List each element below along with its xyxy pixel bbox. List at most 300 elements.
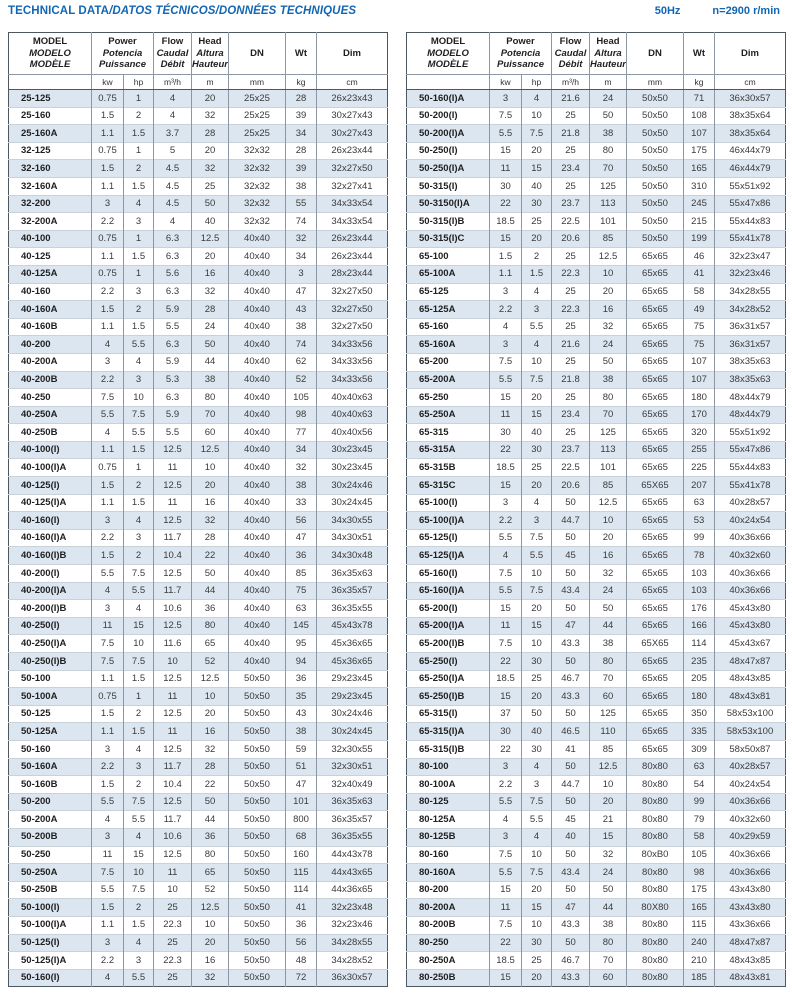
model-cell: 40-160(I)A	[9, 529, 92, 547]
value-cell: 1.5	[124, 177, 154, 195]
model-cell: 80-250A	[407, 952, 490, 970]
header-model-es: MODELO	[29, 47, 71, 59]
value-cell: 30	[522, 441, 552, 459]
model-cell: 65-125A	[407, 301, 490, 319]
table-row	[9, 723, 388, 741]
value-cell: 24	[590, 582, 627, 600]
value-cell: 65x65	[627, 582, 684, 600]
value-cell: 65x65	[627, 301, 684, 319]
table-row	[9, 758, 388, 776]
value-cell: 25	[522, 952, 552, 970]
value-cell: 40x40	[229, 230, 286, 248]
table-row	[407, 494, 786, 512]
value-cell: 1.5	[92, 301, 124, 319]
header-flow-fr: Débit	[160, 59, 185, 71]
value-cell: 12.5	[590, 494, 627, 512]
value-cell: 50	[192, 793, 229, 811]
table-row	[9, 441, 388, 459]
value-cell: 3	[490, 828, 522, 846]
value-cell: 1.5	[124, 318, 154, 336]
value-cell: 48x43x85	[715, 952, 786, 970]
table-row	[407, 512, 786, 530]
value-cell: 40x40	[229, 283, 286, 301]
value-cell: 74	[286, 213, 317, 231]
value-cell: 32x30x51	[317, 758, 388, 776]
value-cell: 50x50	[229, 969, 286, 987]
value-cell: 320	[684, 424, 715, 442]
value-cell: 60	[192, 424, 229, 442]
value-cell: 4	[154, 213, 192, 231]
value-cell: 38	[286, 318, 317, 336]
value-cell: 33	[286, 494, 317, 512]
value-cell: 40x36x66	[715, 582, 786, 600]
value-cell: 40x28x57	[715, 758, 786, 776]
value-cell: 74	[286, 336, 317, 354]
value-cell: 32x27x50	[317, 283, 388, 301]
value-cell: 1.5	[490, 248, 522, 266]
value-cell: 50x50	[229, 952, 286, 970]
table-row	[407, 758, 786, 776]
model-cell: 50-125	[9, 705, 92, 723]
col-header-dim: Dim	[715, 33, 786, 75]
value-cell: 43x36x66	[715, 916, 786, 934]
value-cell: 20	[522, 477, 552, 495]
value-cell: 7.5	[124, 565, 154, 583]
value-cell: 34x28x52	[715, 301, 786, 319]
table-row	[9, 318, 388, 336]
value-cell: 350	[684, 705, 715, 723]
value-cell: 65x65	[627, 389, 684, 407]
value-cell: 50x50	[627, 230, 684, 248]
value-cell: 7.5	[92, 389, 124, 407]
value-cell: 44	[192, 353, 229, 371]
value-cell: 40x40	[229, 424, 286, 442]
frequency-label: 50Hz	[654, 5, 681, 17]
value-cell: 165	[684, 160, 715, 178]
value-cell: 40x29x59	[715, 828, 786, 846]
value-cell: 50x50	[229, 758, 286, 776]
model-cell: 50-100	[9, 670, 92, 688]
value-cell: 34	[286, 125, 317, 143]
model-cell: 50-250	[9, 846, 92, 864]
value-cell: 18.5	[490, 459, 522, 477]
value-cell: 55x44x83	[715, 459, 786, 477]
header-head-es: Altura	[196, 47, 224, 59]
table-row	[9, 283, 388, 301]
value-cell: 44.7	[552, 512, 590, 530]
model-cell: 80-250	[407, 934, 490, 952]
value-cell: 11.7	[154, 758, 192, 776]
value-cell: 43x43x80	[715, 899, 786, 917]
value-cell: 20	[590, 283, 627, 301]
value-cell: 2.2	[490, 512, 522, 530]
value-cell: 15	[490, 969, 522, 987]
model-cell: 50-315(I)	[407, 177, 490, 195]
model-cell: 50-200A	[9, 811, 92, 829]
value-cell: 47	[286, 283, 317, 301]
value-cell: 3	[490, 758, 522, 776]
table-row	[407, 283, 786, 301]
value-cell: 95	[286, 635, 317, 653]
model-cell: 40-200(I)A	[9, 582, 92, 600]
unit-flow: m³/h	[552, 75, 590, 90]
value-cell: 7.5	[490, 353, 522, 371]
unit-dn: mm	[627, 75, 684, 90]
value-cell: 10	[192, 459, 229, 477]
model-cell: 40-200B	[9, 371, 92, 389]
table-row	[9, 494, 388, 512]
value-cell: 2	[522, 248, 552, 266]
value-cell: 22.3	[552, 301, 590, 319]
value-cell: 55x51x92	[715, 424, 786, 442]
table-row	[407, 723, 786, 741]
value-cell: 3	[92, 195, 124, 213]
model-cell: 80-100A	[407, 776, 490, 794]
table-body-left	[9, 90, 388, 987]
value-cell: 36	[192, 600, 229, 618]
value-cell: 5.9	[154, 353, 192, 371]
header-head-en: Head	[198, 35, 222, 47]
value-cell: 7.5	[490, 916, 522, 934]
value-cell: 15	[522, 899, 552, 917]
value-cell: 30	[490, 723, 522, 741]
value-cell: 20	[192, 90, 229, 108]
value-cell: 10	[522, 916, 552, 934]
model-cell: 40-250(I)B	[9, 653, 92, 671]
value-cell: 10	[522, 635, 552, 653]
value-cell: 4.5	[154, 160, 192, 178]
unit-model	[9, 75, 92, 90]
value-cell: 1	[124, 142, 154, 160]
table-row	[407, 107, 786, 125]
value-cell: 58x50x87	[715, 740, 786, 758]
table-row	[9, 90, 388, 108]
value-cell: 50x50	[627, 160, 684, 178]
value-cell: 225	[684, 459, 715, 477]
value-cell: 10	[590, 512, 627, 530]
model-cell: 65-315A	[407, 441, 490, 459]
value-cell: 5.5	[124, 582, 154, 600]
table-row	[407, 705, 786, 723]
model-cell: 40-200	[9, 336, 92, 354]
value-cell: 10.4	[154, 547, 192, 565]
value-cell: 3	[124, 952, 154, 970]
value-cell: 10	[590, 776, 627, 794]
value-cell: 5.9	[154, 406, 192, 424]
value-cell: 40x40	[229, 353, 286, 371]
value-cell: 35	[286, 688, 317, 706]
value-cell: 75	[684, 336, 715, 354]
value-cell: 40x40	[229, 565, 286, 583]
value-cell: 50x50	[229, 881, 286, 899]
value-cell: 29x23x45	[317, 670, 388, 688]
value-cell: 114	[286, 881, 317, 899]
value-cell: 30x27x43	[317, 107, 388, 125]
model-cell: 65-315	[407, 424, 490, 442]
value-cell: 80	[590, 934, 627, 952]
value-cell: 3	[522, 776, 552, 794]
value-cell: 7.5	[92, 653, 124, 671]
table-row	[407, 635, 786, 653]
value-cell: 25	[154, 969, 192, 987]
model-cell: 65-200(I)	[407, 600, 490, 618]
value-cell: 40	[192, 213, 229, 231]
value-cell: 6.3	[154, 336, 192, 354]
model-cell: 50-125A	[9, 723, 92, 741]
value-cell: 235	[684, 653, 715, 671]
value-cell: 32	[192, 512, 229, 530]
value-cell: 30x24x45	[317, 494, 388, 512]
value-cell: 40x36x66	[715, 846, 786, 864]
value-cell: 113	[590, 195, 627, 213]
value-cell: 107	[684, 353, 715, 371]
table-row	[407, 142, 786, 160]
value-cell: 22	[192, 547, 229, 565]
model-cell: 65-250(I)A	[407, 670, 490, 688]
value-cell: 1.5	[92, 776, 124, 794]
table-row	[9, 864, 388, 882]
value-cell: 0.75	[92, 265, 124, 283]
value-cell: 25	[552, 389, 590, 407]
value-cell: 115	[286, 864, 317, 882]
value-cell: 3	[92, 934, 124, 952]
value-cell: 50	[552, 565, 590, 583]
value-cell: 20	[522, 600, 552, 618]
value-cell: 63	[286, 600, 317, 618]
table-row	[9, 160, 388, 178]
value-cell: 30x24x46	[317, 477, 388, 495]
value-cell: 51	[286, 758, 317, 776]
value-cell: 5	[154, 142, 192, 160]
model-cell: 40-250A	[9, 406, 92, 424]
model-cell: 32-200A	[9, 213, 92, 231]
value-cell: 50	[552, 529, 590, 547]
header-power-fr: Puissance	[99, 59, 146, 71]
header-model-fr: MODÈLE	[427, 59, 469, 71]
value-cell: 32x23x47	[715, 248, 786, 266]
value-cell: 10.4	[154, 776, 192, 794]
value-cell: 50x50	[627, 177, 684, 195]
value-cell: 25	[552, 248, 590, 266]
table-row	[407, 688, 786, 706]
value-cell: 40	[552, 828, 590, 846]
model-cell: 50-125(I)A	[9, 952, 92, 970]
table-header	[407, 33, 786, 90]
value-cell: 3	[490, 283, 522, 301]
value-cell: 34x30x48	[317, 547, 388, 565]
value-cell: 30x23x45	[317, 441, 388, 459]
table-row	[9, 635, 388, 653]
model-cell: 40-250(I)	[9, 617, 92, 635]
value-cell: 32x27x50	[317, 301, 388, 319]
table-row	[9, 547, 388, 565]
model-cell: 65-200	[407, 353, 490, 371]
value-cell: 1.1	[92, 494, 124, 512]
value-cell: 21.8	[552, 125, 590, 143]
value-cell: 25	[552, 177, 590, 195]
value-cell: 63	[684, 494, 715, 512]
value-cell: 58	[684, 828, 715, 846]
value-cell: 20	[522, 688, 552, 706]
value-cell: 22.5	[552, 459, 590, 477]
model-cell: 50-125(I)	[9, 934, 92, 952]
value-cell: 32x27x41	[317, 177, 388, 195]
value-cell: 20	[192, 934, 229, 952]
model-cell: 50-160(I)	[9, 969, 92, 987]
value-cell: 4	[124, 195, 154, 213]
table-row	[407, 459, 786, 477]
value-cell: 11	[490, 899, 522, 917]
value-cell: 28	[192, 529, 229, 547]
value-cell: 80	[590, 653, 627, 671]
value-cell: 48x44x79	[715, 406, 786, 424]
value-cell: 48x43x81	[715, 969, 786, 987]
model-cell: 80-125A	[407, 811, 490, 829]
value-cell: 32x23x48	[317, 899, 388, 917]
value-cell: 45x43x67	[715, 635, 786, 653]
model-cell: 40-160A	[9, 301, 92, 319]
value-cell: 22.3	[552, 265, 590, 283]
value-cell: 5.9	[154, 301, 192, 319]
value-cell: 50	[522, 705, 552, 723]
value-cell: 34x30x51	[317, 529, 388, 547]
value-cell: 43.3	[552, 688, 590, 706]
value-cell: 12.5	[192, 230, 229, 248]
unit-dim: cm	[317, 75, 388, 90]
col-header-power	[490, 33, 552, 75]
value-cell: 26x23x44	[317, 230, 388, 248]
value-cell: 44	[192, 582, 229, 600]
value-cell: 68	[286, 828, 317, 846]
value-cell: 34x28x52	[317, 952, 388, 970]
value-cell: 43x43x80	[715, 881, 786, 899]
value-cell: 12.5	[154, 477, 192, 495]
table-row	[9, 705, 388, 723]
value-cell: 24	[590, 90, 627, 108]
value-cell: 103	[684, 565, 715, 583]
value-cell: 50	[552, 653, 590, 671]
value-cell: 40x40x63	[317, 389, 388, 407]
value-cell: 3	[92, 740, 124, 758]
value-cell: 3	[124, 371, 154, 389]
value-cell: 65x65	[627, 494, 684, 512]
table-row	[407, 916, 786, 934]
value-cell: 11	[154, 459, 192, 477]
value-cell: 38	[590, 916, 627, 934]
value-cell: 3	[522, 301, 552, 319]
model-cell: 50-250A	[9, 864, 92, 882]
value-cell: 11.7	[154, 582, 192, 600]
value-cell: 40x40	[229, 301, 286, 319]
value-cell: 170	[684, 406, 715, 424]
value-cell: 25x25	[229, 90, 286, 108]
value-cell: 180	[684, 389, 715, 407]
value-cell: 32	[286, 230, 317, 248]
unit-model	[407, 75, 490, 90]
value-cell: 46x44x79	[715, 160, 786, 178]
value-cell: 80	[192, 617, 229, 635]
value-cell: 80x80	[627, 776, 684, 794]
value-cell: 25	[522, 670, 552, 688]
value-cell: 65x65	[627, 318, 684, 336]
value-cell: 41	[286, 899, 317, 917]
col-header-wt: Wt	[684, 33, 715, 75]
title-right-info	[655, 5, 780, 17]
value-cell: 11	[92, 846, 124, 864]
value-cell: 2	[124, 776, 154, 794]
table-row	[9, 195, 388, 213]
model-cell: 32-160	[9, 160, 92, 178]
value-cell: 50x50	[229, 934, 286, 952]
value-cell: 32x32	[229, 213, 286, 231]
value-cell: 2.2	[92, 758, 124, 776]
value-cell: 38x35x64	[715, 107, 786, 125]
value-cell: 28	[286, 90, 317, 108]
table-row	[9, 653, 388, 671]
model-cell: 65-250A	[407, 406, 490, 424]
header-power-es: Potencia	[102, 47, 143, 59]
value-cell: 309	[684, 740, 715, 758]
value-cell: 5.5	[92, 406, 124, 424]
value-cell: 48x47x87	[715, 653, 786, 671]
value-cell: 7.5	[522, 582, 552, 600]
table-row	[9, 406, 388, 424]
model-cell: 80-160A	[407, 864, 490, 882]
value-cell: 108	[684, 107, 715, 125]
value-cell: 1.5	[92, 705, 124, 723]
value-cell: 3	[490, 336, 522, 354]
value-cell: 40x36x66	[715, 565, 786, 583]
value-cell: 1.5	[124, 125, 154, 143]
value-cell: 199	[684, 230, 715, 248]
value-cell: 4	[154, 107, 192, 125]
value-cell: 4	[124, 828, 154, 846]
table-row	[407, 195, 786, 213]
value-cell: 40x40	[229, 441, 286, 459]
value-cell: 7.5	[490, 107, 522, 125]
value-cell: 56	[286, 934, 317, 952]
value-cell: 44.7	[552, 776, 590, 794]
value-cell: 40x40	[229, 494, 286, 512]
table-row	[9, 565, 388, 583]
value-cell: 207	[684, 477, 715, 495]
table-row	[9, 107, 388, 125]
header-model-en: MODEL	[32, 35, 68, 47]
value-cell: 11	[154, 688, 192, 706]
header-flow-en: Flow	[161, 35, 184, 47]
table-row	[9, 265, 388, 283]
table-row	[407, 318, 786, 336]
value-cell: 215	[684, 213, 715, 231]
value-cell: 34	[286, 248, 317, 266]
value-cell: 1.5	[124, 916, 154, 934]
value-cell: 50x50	[229, 846, 286, 864]
value-cell: 65x65	[627, 670, 684, 688]
value-cell: 32	[192, 107, 229, 125]
value-cell: 38	[590, 371, 627, 389]
value-cell: 3	[92, 828, 124, 846]
value-cell: 40x40	[229, 265, 286, 283]
col-header-model	[9, 33, 92, 75]
table-row	[9, 371, 388, 389]
value-cell: 2.2	[92, 952, 124, 970]
table-row	[407, 529, 786, 547]
value-cell: 113	[590, 441, 627, 459]
value-cell: 1.1	[92, 670, 124, 688]
model-cell: 65-315(I)	[407, 705, 490, 723]
value-cell: 12.5	[154, 441, 192, 459]
value-cell: 103	[684, 582, 715, 600]
